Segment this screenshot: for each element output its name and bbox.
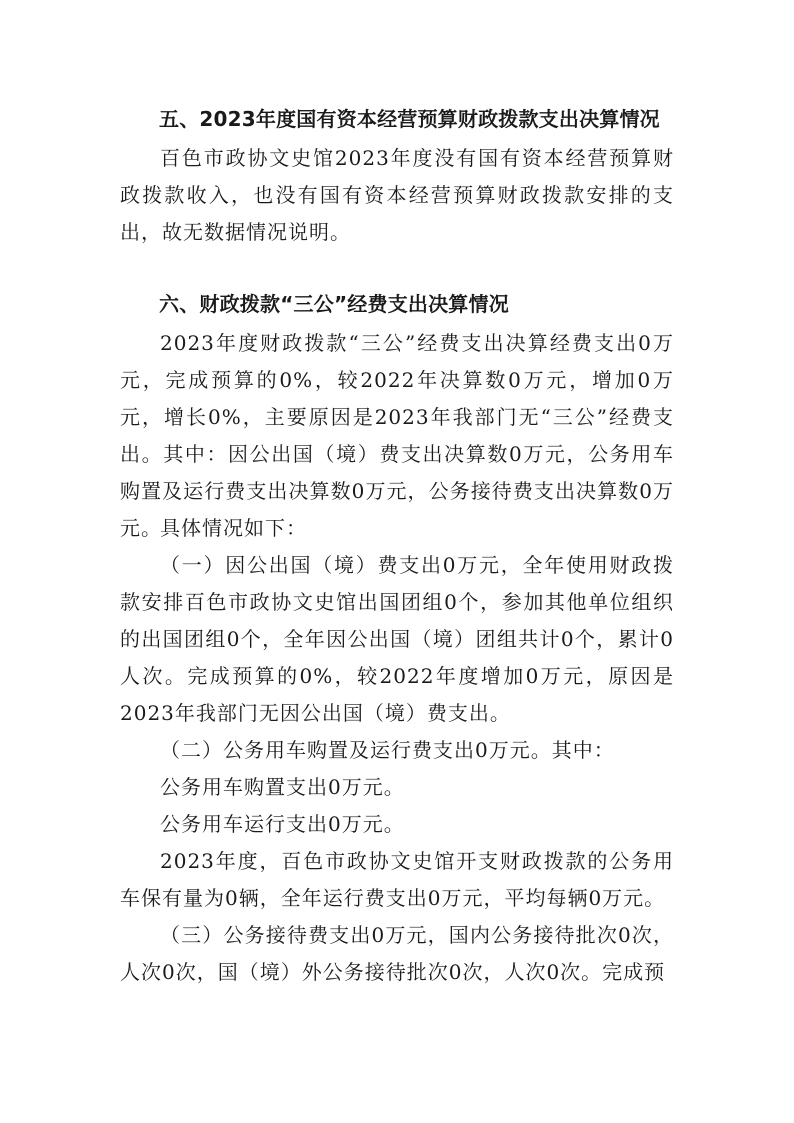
section-6-summary: 2023年度财政拨款“三公”经费支出决算经费支出0万元，完成预算的0%，较2022年决算数0万元，增加0万元，增长0%，主要原因是2023年我部门无“三公”经费支出。其中：因公出国（境）费支出决算数0万元，公务用车购置及运行费支出决算数0万元，公务接待费支出决算数0万元。: [120, 331, 674, 540]
section-6-heading: 六、财政拨款“三公”经费支出决算情况: [159, 292, 509, 316]
item-1-paragraph: （一）因公出国（境）费支出0万元，全年使用财政拨款安排百色市政协文史馆出国团组0个，参加其他单位组织的出国团组0个，全年因公出国（境）团组共计0个，累计0人次。完成预算的0%，较2022年度增加0万元，原因是2023年我部门无因公出国（境）费支出。: [120, 553, 674, 725]
item-2-detail: 2023年度，百色市政协文史馆开支财政拨款的公务用车保有量为0辆，全年运行费支出0万元，平均每辆0万元。: [120, 849, 674, 910]
item-3-paragraph: （三）公务接待费支出0万元，国内公务接待批次0次，人次0次，国（境）外公务接待批次0次，人次0次。完成预: [120, 923, 674, 984]
detail-intro: 具体情况如下：: [160, 516, 307, 540]
item-2-paragraph: （二）公务用车购置及运行费支出0万元。其中：: [160, 738, 615, 762]
item-2-operation: 公务用车运行支出0万元。: [160, 812, 405, 836]
section-5-heading: 五、2023年度国有资本经营预算财政拨款支出决算情况: [159, 107, 660, 131]
item-2-purchase: 公务用车购置支出0万元。: [160, 775, 405, 799]
section-5-paragraph: 百色市政协文史馆2023年度没有国有资本经营预算财政拨款收入，也没有国有资本经营预算财政拨款安排的支出，故无数据情况说明。: [120, 146, 674, 244]
